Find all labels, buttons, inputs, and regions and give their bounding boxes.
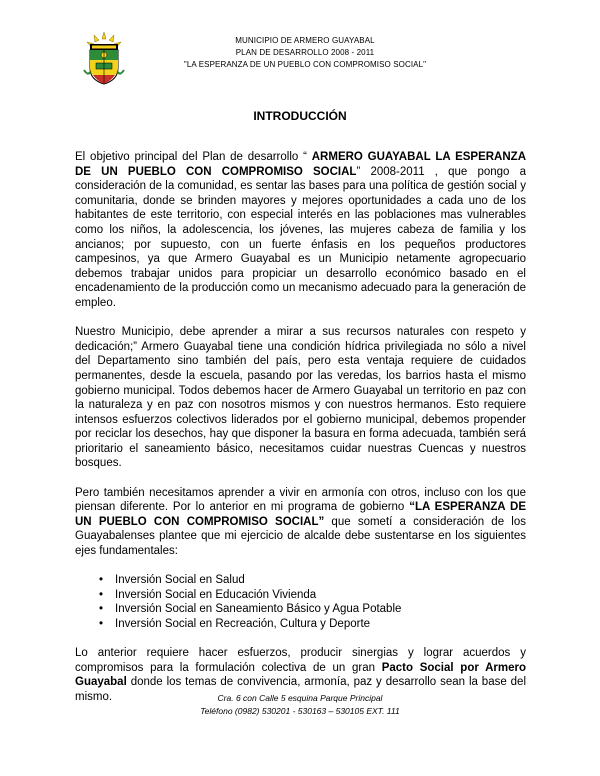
paragraph-3-bold: “LA ESPERANZA DE UN PUEBLO CON COMPROMISO SOCIAL”	[75, 501, 526, 528]
paragraph-4-bold: Pacto Social por Armero Guayabal	[75, 661, 526, 689]
paragraph-4-text-a: Lo anterior requiere hacer esfuerzos, producir sinergias y lograr acuerdos y compromisos para la formulación colectiva de un gran	[75, 647, 526, 674]
paragraph-1	[75, 150, 526, 311]
paragraph-3	[75, 486, 526, 559]
list-item: • Inversión Social en Salud	[75, 573, 526, 588]
section-title: INTRODUCCIÓN	[253, 109, 347, 123]
paragraph-3-text-c: que sometí a consideración de los Guayabalenses plantee que mi ejercicio de alcalde debe sustentarse en los siguientes ejes fundamentales:	[75, 515, 526, 558]
letterhead	[140, 35, 470, 71]
footer-phone: Teléfono (0982) 530201 - 530163 – 530105 EXT. 111	[200, 706, 400, 716]
paragraph-1-text-a: El objetivo principal del Plan de desarrollo “	[75, 151, 312, 163]
paragraph-1-text-c: ” 2008-2011 , que pongo a consideración de la comunidad, es sentar las bases para una política de gestión social y comunitaria, donde se brinden mayores y mejores oportunidades a cada uno de los habitantes de este territorio, con especial interés en las poblaciones mas vulnerables como los niños, la adolescencia, los jóvenes, las mujeres cabeza de familia y los ancianos; por supuesto, con un fuerte énfasis en los pequeños productores campesinos, ya que Armero Guayabal es un Municipio netamente agropecuario debemos trabajar unidos para propiciar un desarrollo económico basado en el encadenamiento de la producción como un mecanismo adecuado para la generación de empleo.	[75, 165, 526, 309]
paragraph-2: Nuestro Municipio, debe aprender a mirar a sus recursos naturales con respeto y dedicación;” Armero Guayabal tiene una condición hídrica privilegiada no sólo a nivel del Departamento sino también del país, pero esta ventaja requiere de cuidados permanentes, desde la escuela, pasando por las veredas, los barrios hasta el mismo gobierno municipal. Todos debemos hacer de Armero Guayabal un territorio en paz con la naturaleza y en paz con nosotros mismos y con nuestros hermanos. Esto requiere intensos esfuerzos colectivos liderados por el gobierno municipal, debemos propender por reciclar los desechos, hay que disponer la basura en forma adecuada, también será prioritario el saneamiento básico, necesitamos cuidar nuestras Cuencas y nuestros bosques.	[75, 326, 526, 470]
list-item: • Inversión Social en Recreación, Cultura y Deporte	[75, 617, 526, 632]
header-plan: PLAN DE DESARROLLO 2008 - 2011	[235, 48, 375, 57]
page-footer	[0, 692, 600, 718]
list-item: • Inversión Social en Educación Vivienda	[75, 588, 526, 603]
footer-address: Cra. 6 con Calle 5 esquina Parque Principal	[217, 693, 383, 703]
axes-list	[75, 573, 526, 631]
paragraph-3-text-a: Pero también necesitamos aprender a vivir en armonía con otros, incluso con los que piensan diferente. Por lo anterior en mi programa de gobierno	[75, 486, 526, 514]
paragraph-4-text-c: donde los temas de convivencia, armonía, paz y desarrollo sean la base del mismo.	[75, 676, 526, 703]
document-body	[75, 150, 526, 719]
header-slogan: "LA ESPERANZA DE UN PUEBLO CON COMPROMISO SOCIAL"	[183, 60, 427, 69]
list-item: • Inversión Social en Saneamiento Básico y Agua Potable	[75, 602, 526, 617]
header-municipality: MUNICIPIO DE ARMERO GUAYABAL	[235, 36, 375, 45]
paragraph-1-bold: ARMERO GUAYABAL LA ESPERANZA DE UN PUEBLO CON COMPROMISO SOCIAL	[75, 151, 526, 178]
coat-of-arms-icon	[82, 30, 126, 86]
